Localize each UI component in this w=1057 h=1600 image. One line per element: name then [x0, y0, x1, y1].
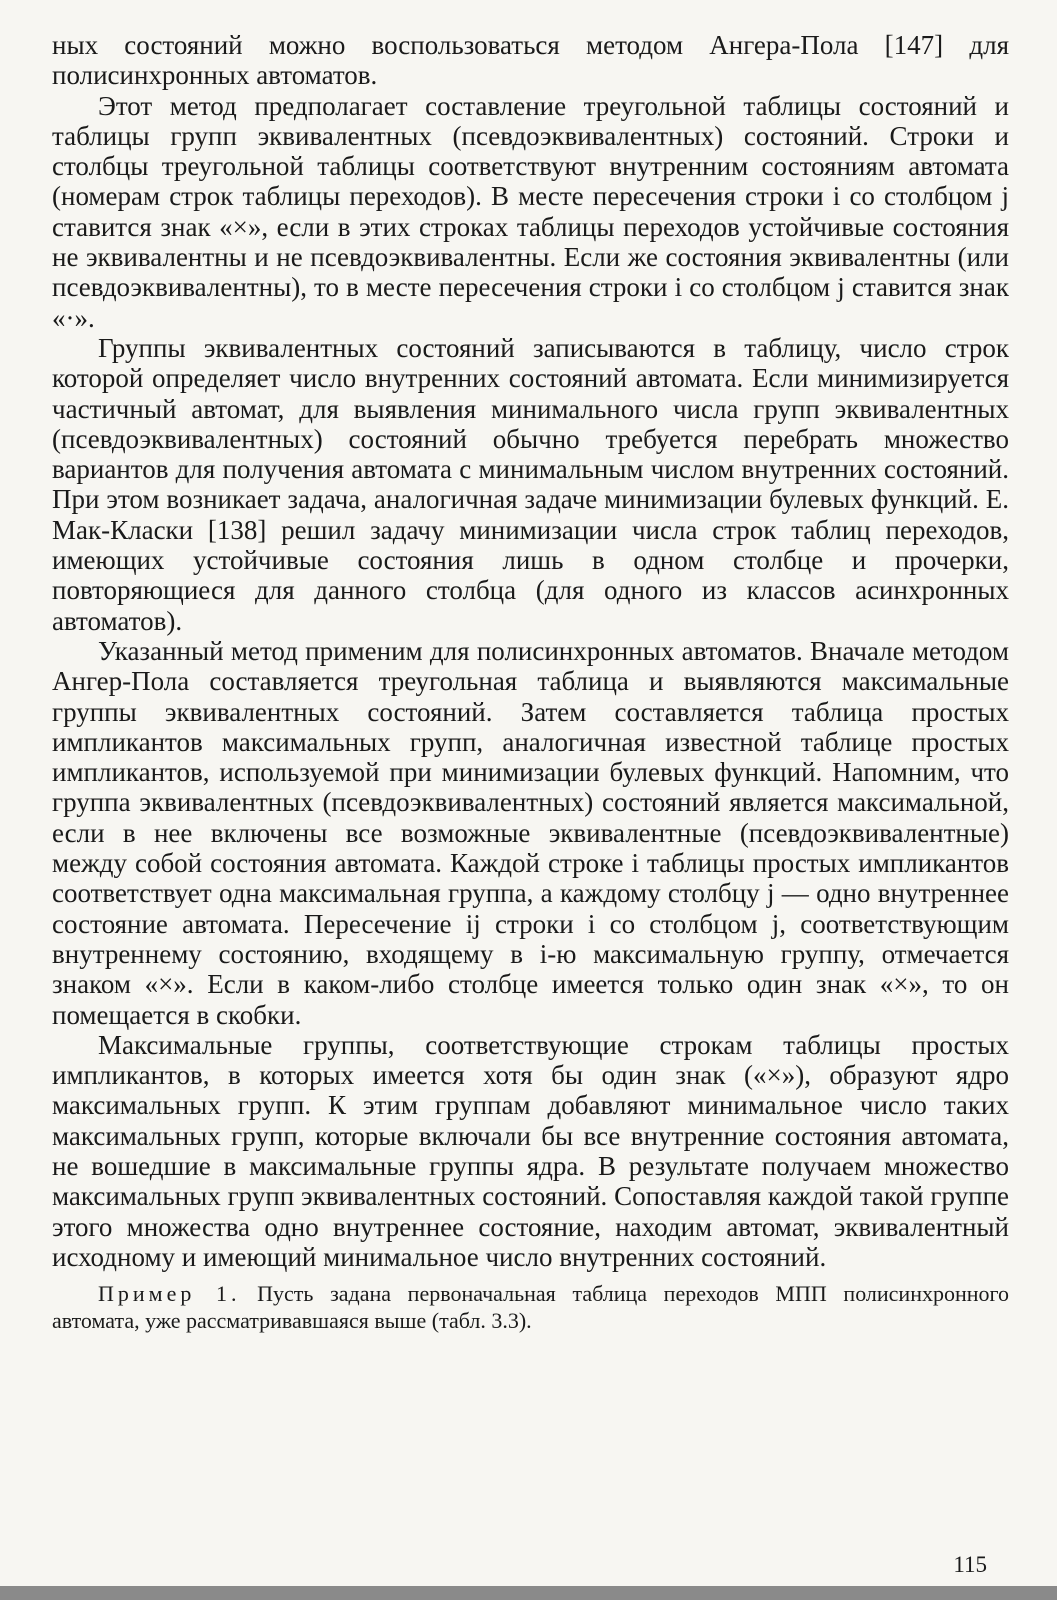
main-text	[52, 30, 1009, 1272]
example-label: Пример 1.	[98, 1281, 241, 1307]
example-paragraph	[52, 1280, 1009, 1334]
scan-bottom-edge	[0, 1586, 1057, 1600]
paragraph-4: Указанный метод применим для полисинхронных автоматов. Вначале методом Ангер-Пола составляется треугольная таблица и выявляются максимальные группы эквивалентных состояний. Затем составляется таблица простых импликантов максимальных групп, аналогичная известной таблице простых импликантов, используемой при минимизации булевых функций. Напомним, что группа эквивалентных (псевдоэквивалентных) состояний является максимальной, если в нее включены все возможные эквивалентные (псевдоэквивалентные) между собой состояния автомата. Каждой строке i таблицы простых импликантов соответствует одна максимальная группа, а каждому столбцу j — одно внутреннее состояние автомата. Пересечение ij строки i со столбцом j, соответствующим внутреннему состоянию, входящему в i-ю максимальную группу, отмечается знаком «×». Если в каком-либо столбце имеется только один знак «×», то он помещается в скобки.	[52, 635, 1009, 1030]
example-text: Пусть задана первоначальная таблица переходов МПП полисинхронного автомата, уже рассматривавшаяся выше (табл. 3.3).	[52, 1281, 1009, 1334]
paragraph-3: Группы эквивалентных состояний записываются в таблицу, число строк которой определяет число внутренних состояний автомата. Если минимизируется частичный автомат, для выявления минимального числа групп эквивалентных (псевдоэквивалентных) состояний обычно требуется перебрать множество вариантов для получения автомата с минимальным числом внутренних состояний. При этом возникает задача, аналогичная задаче минимизации булевых функций. Е. Мак-Класки [138] решил задачу минимизации числа строк таблиц переходов, имеющих устойчивые состояния лишь в одном столбце и прочерки, повторяющиеся для данного столбца (для одного из классов асинхронных автоматов).	[52, 332, 1009, 636]
paragraph-1: ных состояний можно воспользоваться методом Ангера-Пола [147] для полисинхронных автоматов.	[52, 30, 1009, 91]
paragraph-2: Этот метод предполагает составление треугольной таблицы состояний и таблицы групп эквивалентных (псевдоэквивалентных) состояний. Строки и столбцы треугольной таблицы соответствуют внутренним состояниям автомата (номерам строк таблицы переходов). В месте пересечения строки i со столбцом j ставится знак «×», если в этих строках таблицы переходов устойчивые состояния не эквивалентны и не псевдоэквивалентны. Если же состояния эквивалентны (или псевдоэквивалентны), то в месте пересечения строки i со столбцом j ставится знак «·».	[52, 90, 1009, 333]
paragraph-5: Максимальные группы, соответствующие строкам таблицы простых импликантов, в которых имеется хотя бы один знак («×»), образуют ядро максимальных групп. К этим группам добавляют минимальное число таких максимальных групп, которые включали бы все внутренние состояния автомата, не вошедшие в максимальные группы ядра. В результате получаем множество максимальных групп эквивалентных состояний. Сопоставляя каждой такой группе этого множества одно внутреннее состояние, находим автомат, эквивалентный исходному и имеющий минимальное число внутренних состояний.	[52, 1029, 1009, 1272]
page-number: 115	[953, 1552, 987, 1577]
